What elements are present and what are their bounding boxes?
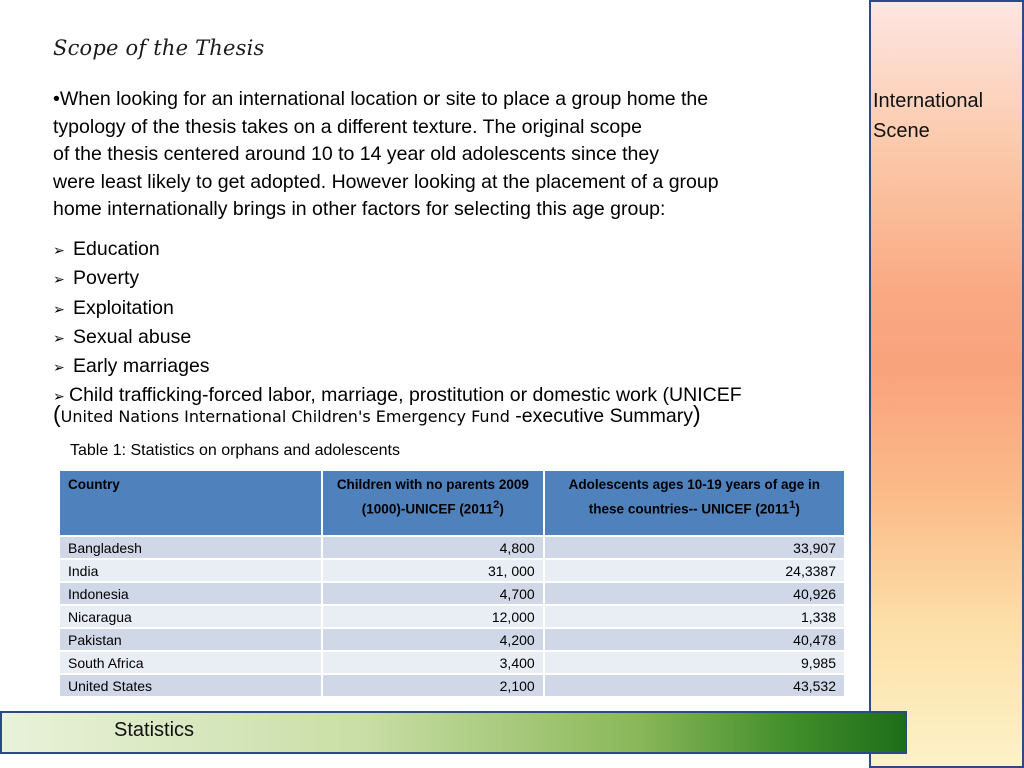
side-title-line: International bbox=[873, 90, 984, 112]
intro-paragraph bbox=[53, 86, 853, 224]
arrow-bullet-icon: ➢ bbox=[53, 272, 65, 289]
intro-line: were least likely to get adopted. However looking at the placement of a group bbox=[53, 170, 719, 193]
list-item-label: Sexual abuse bbox=[73, 325, 192, 348]
arrow-bullet-icon: ➢ bbox=[53, 243, 65, 259]
list-item-label: Early marriages bbox=[73, 355, 210, 378]
header-adolescents bbox=[544, 470, 845, 536]
arrow-bullet-icon: ➢ bbox=[53, 301, 65, 318]
arrow-bullet-icon: ➢ bbox=[53, 360, 65, 377]
table-row bbox=[59, 559, 845, 582]
header-close: ) bbox=[499, 501, 504, 517]
cell-adolescents: 33,907 bbox=[544, 536, 845, 559]
side-title-line: Scene bbox=[873, 120, 930, 142]
arrow-bullet-icon: ➢ bbox=[53, 330, 65, 347]
cell-adolescents: 43,532 bbox=[544, 674, 845, 697]
list-item-label: Child trafficking-forced labor, marriage, prostitution or domestic work (UNICEF bbox=[69, 384, 742, 407]
cell-adolescents: 24,3387 bbox=[544, 559, 845, 582]
list-item-label: Education bbox=[73, 238, 160, 260]
cell-country: Pakistan bbox=[59, 628, 322, 651]
table-row bbox=[59, 605, 845, 628]
org-name: United Nations International Children's Emergency Fund bbox=[60, 407, 510, 426]
intro-line: typology of the thesis takes on a different texture. The original scope bbox=[53, 115, 642, 138]
cell-children: 3,400 bbox=[322, 651, 544, 674]
arrow-bullet-icon: ➢ bbox=[53, 389, 65, 406]
cell-children: 2,100 bbox=[322, 674, 544, 697]
table-caption: Table 1: Statistics on orphans and adolescents bbox=[70, 442, 400, 459]
list-item bbox=[53, 324, 742, 353]
bottom-bar bbox=[0, 711, 907, 754]
summary-suffix: -executive Summary bbox=[509, 405, 693, 427]
cell-children: 4,800 bbox=[322, 536, 544, 559]
table-row bbox=[59, 674, 845, 697]
cell-adolescents: 40,478 bbox=[544, 628, 845, 651]
cell-children: 4,200 bbox=[322, 628, 544, 651]
cell-country: India bbox=[59, 559, 322, 582]
bottom-bar-label: Statistics bbox=[114, 719, 195, 741]
footnote-mark: 1 bbox=[789, 499, 796, 511]
close-paren: ) bbox=[693, 401, 701, 427]
footnote-mark: 2 bbox=[493, 499, 500, 511]
side-panel bbox=[869, 0, 1024, 768]
table-row bbox=[59, 536, 845, 559]
factor-list bbox=[53, 236, 742, 412]
header-country: Country bbox=[59, 470, 322, 536]
header-text: Children with no parents 2009 (1000)-UNICEF (2011 bbox=[336, 477, 529, 517]
header-close: ) bbox=[795, 501, 800, 517]
bullet-continuation bbox=[53, 401, 701, 428]
slide-title: Scope of the Thesis bbox=[53, 36, 265, 60]
intro-line: of the thesis centered around 10 to 14 year old adolescents since they bbox=[53, 143, 659, 165]
list-item-label: Exploitation bbox=[73, 296, 174, 319]
cell-country: Indonesia bbox=[59, 582, 322, 605]
table-row bbox=[59, 651, 845, 674]
header-text: Adolescents ages 10-19 years of age in these countries-- UNICEF (2011 bbox=[568, 477, 821, 517]
table-row bbox=[59, 628, 845, 651]
cell-adolescents: 40,926 bbox=[544, 582, 845, 605]
cell-country: United States bbox=[59, 674, 322, 697]
cell-country: Bangladesh bbox=[59, 536, 322, 559]
list-item bbox=[53, 265, 742, 294]
list-item bbox=[53, 353, 742, 382]
cell-adolescents: 9,985 bbox=[544, 651, 845, 674]
intro-line: home internationally brings in other factors for selecting this age group: bbox=[53, 198, 666, 220]
side-panel-title bbox=[873, 86, 983, 146]
list-item-label: Poverty bbox=[73, 267, 140, 290]
cell-adolescents: 1,338 bbox=[544, 605, 845, 628]
open-paren: ( bbox=[53, 401, 61, 427]
cell-country: Nicaragua bbox=[59, 605, 322, 628]
header-children-no-parents bbox=[322, 470, 544, 536]
intro-line: •When looking for an international location or site to place a group home the bbox=[53, 88, 709, 110]
statistics-table bbox=[58, 469, 846, 698]
list-item bbox=[53, 236, 742, 265]
table-row bbox=[59, 582, 845, 605]
cell-children: 4,700 bbox=[322, 582, 544, 605]
cell-children: 12,000 bbox=[322, 605, 544, 628]
table-header-row bbox=[59, 470, 845, 536]
list-item bbox=[53, 295, 742, 324]
cell-children: 31, 000 bbox=[322, 559, 544, 582]
cell-country: South Africa bbox=[59, 651, 322, 674]
